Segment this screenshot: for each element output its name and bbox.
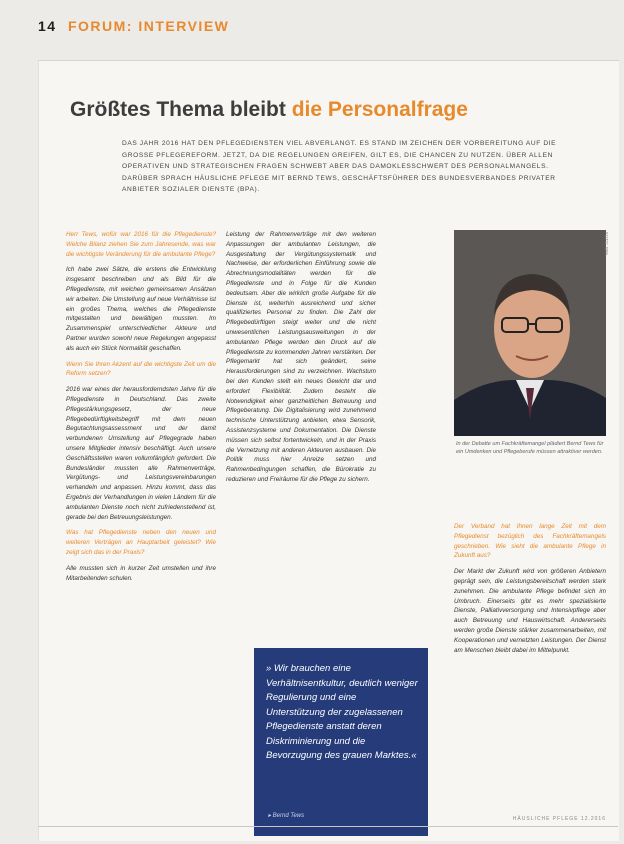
section-label: FORUM: INTERVIEW (67, 18, 230, 34)
text-column-3 (454, 522, 606, 661)
article-headline (70, 98, 468, 122)
portrait-illustration (454, 230, 606, 436)
pull-quote-text: » Wir brauchen eine Verhältnisentkultur, deutlich weniger Regulierung und eine Unterstützung der zugelassenen Pflegedienste anstatt deren Diskriminierung und die Bevorzugung des grauen Marktes.« (266, 663, 418, 761)
photo-credit: FOTO: BPA (604, 232, 609, 256)
pull-quote-author: ▸ Bernd Tews (268, 813, 305, 819)
answer: Leistung der Rahmenverträge mit den weiteren Anpassungen der ambulanten Leistungen, die Ausgestaltung der Vergütungssystematik und Nachweise, der erforderlichen Einführung sowie die Abrechnungsmodalitäten werden für die Pflegedienste und in Folge für die Kunden bedeutsam. Aber die wirklich große Aufgabe für die Dienste ist, weiterhin ausreichend und sicher qualifiziertes Personal zu finden. Die Zahl der Pflegebedürftigen steigt weiter und die nicht unwesentlichen Leistungsausweitungen in der ambulanten Pflege werden den Druck auf die Pflegedienste zu kommenden Jahren verstärken. Der Pflegemarkt hat sich geändert, seine Herausforderungen sind zu verzeichnen. Wachstum bei den Kunden stellt ein neues Gewicht dar und erfordert Flexibilität. Zudem besteht die Notwendigkeit einer ganzheitlichen Betreuung und Pflegeberatung. Die Digitalisierung wird zunehmend technische Unterstützung anbieten, etwa Sensorik, Assistenzsysteme und Dokumentation. Die Dienste müssen sich selbst fortentwickeln, und in der Praxis die Vernetzung mit anderen Akteuren ausbauen. Die Politik muss hier Anreize setzen und Rahmenbedingungen schaffen, die Bürokratie zu reduzieren und Freiräume für die Pflege zu sichern. (226, 231, 376, 483)
question: Was hat Pflegedienste neben den neuen und weiteren Verträgen an Hauptarbeit geleistet? Wie zeigt sich das in der Praxis? (66, 529, 216, 556)
text-column-2 (226, 230, 376, 491)
article-lead: DAS JAHR 2016 HAT DEN PFLEGEDIENSTEN VIEL ABVERLANGT. ES STAND IM ZEICHEN DER VORBEREITUNG AUF DIE GROSSE PFLEGEREFORM. JETZT, DA DIE REGELUNGEN GREIFEN, GILT ES, DIE CHANCEN ZU NUTZEN. ÜBER ALLEN OPERATIVEN UND STRATEGISCHEN FRAGEN SCHWEBT ABER DAS DAMOKLESSCHWERT DES PERSONALMANGELS. DARÜBER SPRACH HÄUSLICHE PFLEGE MIT BERND TEWS, GESCHÄFTSFÜHRER DES BUNDESVERBANDES PRIVATER ANBIETER SOZIALER DIENSTE (BPA). (122, 140, 557, 193)
footer-divider (38, 826, 618, 827)
question: Der Verband hat Ihnen lange Zeit mit dem Pflegedienst bezüglich des Fachkräftemangels geschrieben. Wie sieht die ambulante Pflege in Zukunft aus? (454, 523, 606, 560)
answer: Der Markt der Zukunft wird von größeren Anbietern geprägt sein, die Leistungsbereitschaft werden stark zunehmen. Die ambulante Pflege befindet sich im Umbruch. Einerseits gibt es mehr spezialisierte Dienste, Palliativversorgung und Intensivpflege aber auch Betreuung und Hauswirtschaft. Andererseits werden große Dienste stärker zusammenarbeiten, mit Kooperationen und vernetzten Leistungen. Der Dienst am Menschen bleibt dabei im Mittelpunkt. (454, 568, 606, 654)
portrait-photo (454, 230, 606, 436)
answer: Ich habe zwei Sätze, die erstens die Entwicklung insgesamt beschreiben und als Bild für die Pflegedienste, mit welchen gemeinsamen Ansätzen wir arbeiten. Die Umstellung auf neue Verhältnisse ist ein großes Thema, welches die Pflegedienste mitgestalten und bewältigen mussten. Im Zusammenspiel unterschiedlicher Akteure und Partner wurden sowohl neue Regelungen angepasst als auch ein Stück Normalität geschaffen. (66, 266, 216, 352)
question: Herr Tews, wofür war 2016 für die Pflegedienste? Welche Bilanz ziehen Sie zum Jahresende, was war die wichtigste Veränderung für die ambulante Pflege? (66, 231, 216, 258)
headline-accent: die Personalfrage (291, 98, 468, 121)
text-column-1 (66, 230, 216, 589)
headline-main: Größtes Thema bleibt (70, 98, 292, 121)
footer-label: HÄUSLICHE PFLEGE 12.2016 (512, 816, 606, 822)
photo-caption: In der Debatte um Fachkräftemangel plädiert Bernd Tews für ein Umdenken und Pflegeberufe müssen attraktiver werden. (456, 441, 604, 455)
page-header (38, 18, 229, 34)
question: Wenn Sie Ihren Akzent auf die wichtigste Zeit um die Reform setzen? (66, 360, 216, 378)
answer: Alle mussten sich in kurzer Zeit umstellen und ihre Mitarbeitenden schulen. (66, 564, 216, 582)
page-number: 14 (38, 18, 57, 34)
answer: 2016 war eines der herausforderndsten Jahre für die Pflegedienste in Deutschland. Das zweite Pflegestärkungsgesetz, der neue Pflegebedürftigkeitsbegriff mit dem neuen Begutachtungsassessment und der damit verbundenen Umstellung auf Pflegegrade haben unsere Mitglieder intensiv beschäftigt. Auch unsere Geschäftsstellen waren vollumfänglich gefordert. Die Bundesländer mussten alle Rahmenverträge, Vergütungs- und Leistungsvereinbarungen verhandeln und anpassen. Hinzu kommt, dass das Ergebnis der Verhandlungen in vielen Ländern für die ambulanten Dienste noch nicht zufriedenstellend ist, gerade bei den Betreuungsleistungen. (66, 386, 216, 521)
pull-quote (254, 648, 428, 836)
